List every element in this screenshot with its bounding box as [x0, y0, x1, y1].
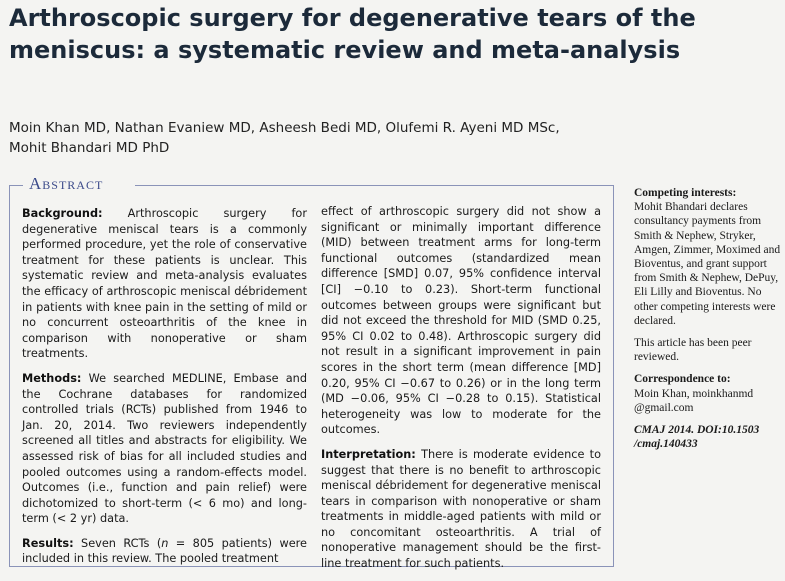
interpretation-text: There is moderate evidence to suggest that there is no benefit to arthroscopic meniscal débridement for degenerative meniscal tears in comparison with nonoperative or sham treatments in middle-aged patients with mild or no concomitant osteoarthritis. A trial of nonoperative management should be the first-line treatment for such patients. [321, 447, 601, 571]
interpretation-label: Interpretation: [321, 447, 416, 461]
results-text-a: Seven RCTs ( [73, 536, 162, 550]
correspondence-text: Moin Khan, moinkhanmd @gmail.com [634, 387, 754, 414]
author-list [9, 118, 649, 158]
abstract-column-right [321, 204, 601, 581]
article-title-line-2: meniscus: a systematic review and meta-analysis [9, 36, 681, 64]
abstract-results-continued: effect of arthroscopic surgery did not show a significant or minimally important difference (MID) between treatment arms for long-term functional outcomes (standardized mean difference [SMD] 0.07, 95% confidence interval [CI] −0.10 to 0.23). Short-term functional outcomes between groups were significant but did not exceed the threshold for MID (SMD 0.25, 95% CI 0.02 to 0.48). Arthroscopic surgery did not result in a significant improvement in pain scores in the short term (mean difference [MD] 0.20, 95% CI −0.67 to 0.26) or in the long term (MD −0.06, 95% CI −0.28 to 0.15). Statistical heterogeneity was low to moderate for the outcomes. [321, 205, 601, 437]
competing-heading: Competing interests: [634, 187, 737, 199]
results-label: Results: [22, 536, 74, 550]
results-text-b: = 805 patients) were included in this review. The pooled treatment [22, 536, 308, 566]
methods-label: Methods: [22, 371, 82, 385]
correspondence-heading: Correspondence to: [634, 373, 731, 386]
results-n-symbol: n [161, 536, 169, 550]
article-title [9, 2, 779, 66]
competing-interests [634, 186, 782, 328]
methods-text: We searched MEDLINE, Embase and the Cochrane databases for randomized controlled trials (RCTs) published from 1946 to Jan. 20, 2014. Two reviewers independently screened all titles and abstracts for eligibility. We assessed risk of bias for all included studies and pooled outcomes using a random-effects model. Outcomes (i.e., function and pain relief) were dichotomized to short-term (< 6 mo) and long-term (< 2 yr) data. [22, 371, 307, 526]
abstract-rule-left [9, 185, 23, 186]
author-line-1: Moin Khan MD, Nathan Evaniew MD, Asheesh Bedi MD, Olufemi R. Ayeni MD MSc, [9, 120, 560, 136]
article-title-line-1: Arthroscopic surgery for degenerative tears of the [9, 4, 696, 32]
correspondence [634, 372, 782, 415]
sidebar-notes [634, 186, 782, 459]
abstract-methods [22, 371, 307, 527]
abstract-results [22, 536, 307, 567]
background-text: Arthroscopic surgery for degenerative meniscal tears is a commonly performed procedure, yet the role of conservative treatment for these patients is unclear. This systematic review and meta-analysis evaluates the efficacy of arthroscopic meniscal débridement in patients with knee pain in the setting of mild or no concurrent osteoarthritis of the knee in comparison with nonoperative or sham treatments. [22, 207, 307, 361]
peer-review-note: This article has been peer reviewed. [634, 337, 752, 364]
background-label: Background: [22, 207, 103, 220]
abstract-heading: Abstract [29, 174, 104, 193]
abstract-background [22, 206, 307, 362]
competing-text: Mohit Bhandari declares consultancy payments from Smith & Nephew, Stryker, Amgen, Zimmer, Moximed and Bioventus, and grant support from Smith & Nephew, DePuy, Eli Lilly and Bioventus. No other competing interests were declared. [634, 201, 781, 327]
abstract-interpretation [321, 447, 601, 572]
abstract-column-left [22, 206, 307, 576]
citation-doi: CMAJ 2014. DOI:10.1503 /cmaj.140433 [634, 424, 760, 451]
author-line-2: Mohit Bhandari MD PhD [9, 140, 170, 156]
abstract-rule-right [135, 185, 613, 186]
